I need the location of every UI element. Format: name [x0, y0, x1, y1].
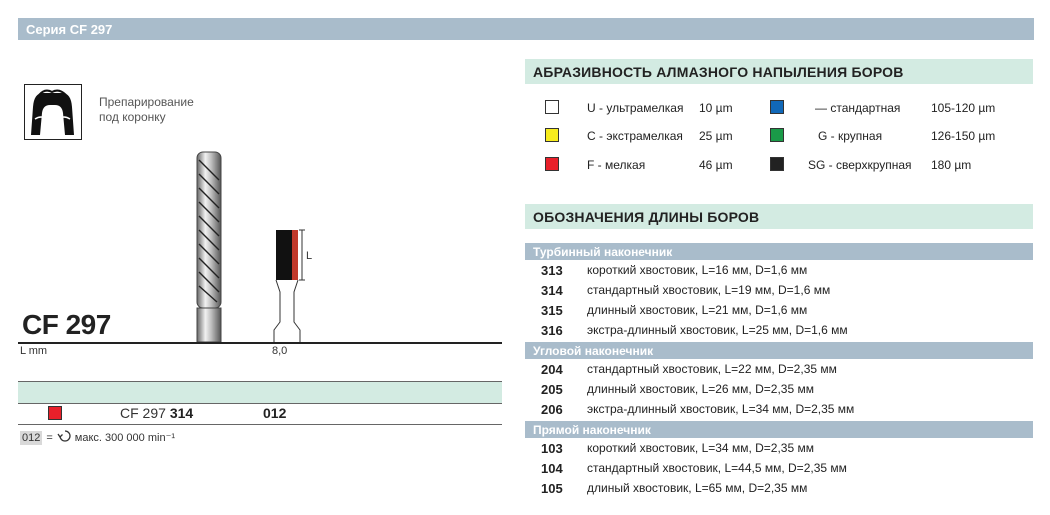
- grit-c-name: C - экстрамелкая: [587, 129, 683, 143]
- table-rule-bottom: [18, 424, 502, 425]
- grit-sg-name: SG - сверхкрупная: [808, 158, 912, 172]
- dim-l-label: L: [306, 250, 313, 262]
- series-title: Серия CF 297: [26, 22, 113, 37]
- grit-g-size: 126-150 µm: [931, 129, 996, 143]
- lmm-label: L mm: [20, 345, 48, 357]
- grit-std-name: — стандартная: [815, 101, 901, 115]
- length-desc: экстра-длинный хвостовик, L=34 мм, D=2,35 мм: [587, 402, 855, 416]
- series-header-bar: [18, 18, 1034, 40]
- crown-prep-icon: [24, 84, 82, 140]
- length-code: 105: [541, 481, 563, 496]
- grit-color-swatch: [48, 406, 62, 420]
- length-desc: стандартный хвостовик, L=44,5 мм, D=2,35 мм: [587, 461, 847, 475]
- group-turbine-label: Турбинный наконечник: [533, 245, 673, 259]
- grit-f-size: 46 µm: [699, 158, 733, 172]
- swatch-fine: [545, 157, 559, 171]
- group-straight-header: [525, 421, 1033, 438]
- prep-line-1: Препарирование: [99, 95, 194, 109]
- rotation-icon: [57, 429, 73, 446]
- length-code: 204: [541, 362, 563, 377]
- group-turbine-header: [525, 243, 1033, 260]
- length-desc: длиный хвостовик, L=65 мм, D=2,35 мм: [587, 481, 808, 495]
- swatch-standard: [770, 100, 784, 114]
- length-section-header: [525, 204, 1033, 229]
- length-desc: стандартный хвостовик, L=22 мм, D=2,35 мм: [587, 362, 837, 376]
- length-title: ОБОЗНАЧЕНИЯ ДЛИНЫ БОРОВ: [533, 209, 760, 225]
- swatch-supercoarse: [770, 157, 784, 171]
- bur-illustration: [185, 150, 235, 349]
- length-code: 205: [541, 382, 563, 397]
- length-desc: короткий хвостовик, L=34 мм, D=2,35 мм: [587, 441, 814, 455]
- swatch-ultrafine: [545, 100, 559, 114]
- length-code: 103: [541, 441, 563, 456]
- order-code-length: 314: [169, 405, 194, 421]
- grit-c-size: 25 µm: [699, 129, 733, 143]
- group-angle-header: [525, 342, 1033, 359]
- speed-code: 012: [22, 431, 41, 444]
- length-desc: длинный хвостовик, L=21 мм, D=1,6 мм: [587, 303, 808, 317]
- length-desc: короткий хвостовик, L=16 мм, D=1,6 мм: [587, 263, 808, 277]
- max-speed-row: [20, 429, 175, 446]
- group-straight-label: Прямой наконечник: [533, 423, 651, 437]
- grit-std-size: 105-120 µm: [931, 101, 996, 115]
- grit-f-name: F - мелкая: [587, 158, 646, 172]
- group-angle-label: Угловой наконечник: [533, 344, 654, 358]
- table-header-band: [18, 382, 502, 403]
- length-code: 206: [541, 402, 563, 417]
- prep-description: [99, 95, 194, 125]
- length-code: 313: [541, 263, 563, 278]
- grit-sg-size: 180 µm: [931, 158, 972, 172]
- length-desc: длинный хвостовик, L=26 мм, D=2,35 мм: [587, 382, 814, 396]
- swatch-coarse: [770, 128, 784, 142]
- prep-line-2: под коронку: [99, 110, 166, 124]
- speed-text: макс. 300 000 min⁻¹: [74, 432, 176, 444]
- order-code: [120, 405, 193, 421]
- grit-u-name: U - ультрамелкая: [587, 101, 684, 115]
- order-code-prefix: CF 297: [120, 405, 166, 421]
- abrasive-title: АБРАЗИВНОСТЬ АЛМАЗНОГО НАПЫЛЕНИЯ БОРОВ: [533, 64, 904, 80]
- table-rule-mid: [18, 403, 502, 404]
- grit-u-size: 10 µm: [699, 101, 733, 115]
- length-dimension-diagram: [262, 222, 322, 349]
- length-code: 104: [541, 461, 563, 476]
- length-code: 315: [541, 303, 563, 318]
- abrasive-section-header: [525, 59, 1033, 84]
- length-desc: стандартный хвостовик, L=19 мм, D=1,6 мм: [587, 283, 831, 297]
- order-code-grit: 012: [263, 405, 287, 421]
- model-title: CF 297: [22, 309, 111, 340]
- swatch-extrafine: [545, 128, 559, 142]
- speed-equals: =: [46, 431, 53, 444]
- length-code: 316: [541, 323, 563, 338]
- grit-g-name: G - крупная: [818, 129, 883, 143]
- lmm-rule: [18, 342, 502, 344]
- length-code: 314: [541, 283, 563, 298]
- length-desc: экстра-длинный хвостовик, L=25 мм, D=1,6 мм: [587, 323, 848, 337]
- l-value: 8,0: [272, 345, 288, 357]
